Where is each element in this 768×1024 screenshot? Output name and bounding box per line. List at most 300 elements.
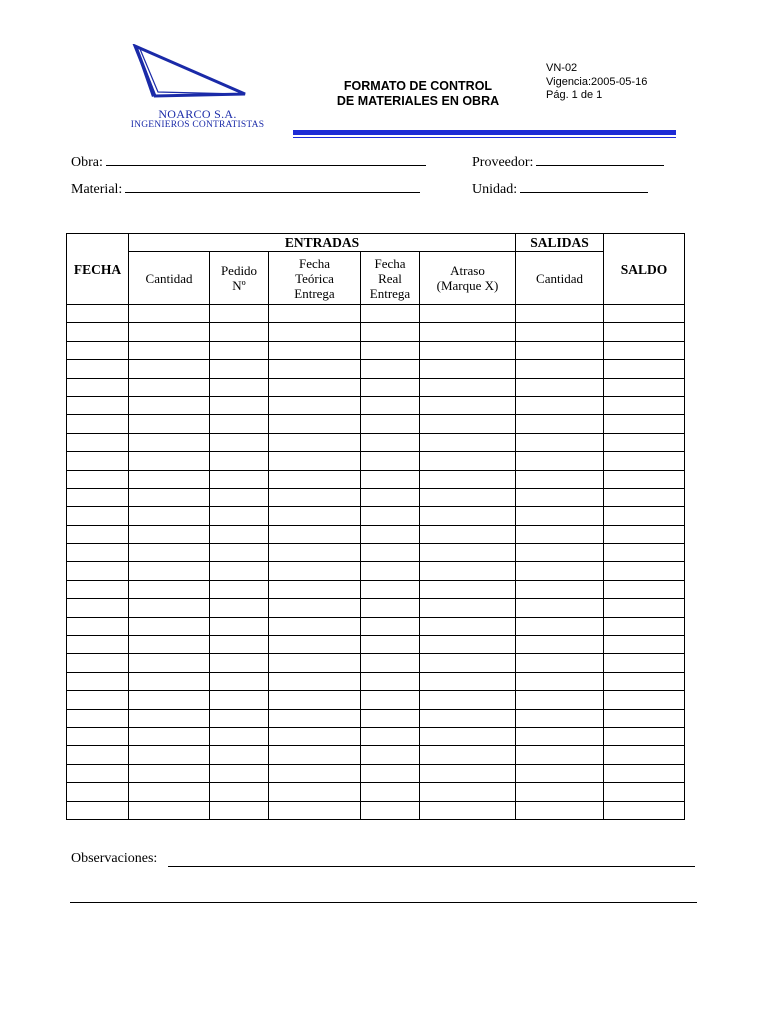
table-cell[interactable] xyxy=(516,617,604,635)
table-cell[interactable] xyxy=(516,396,604,414)
table-cell[interactable] xyxy=(129,378,210,396)
table-cell[interactable] xyxy=(67,599,129,617)
table-cell[interactable] xyxy=(210,727,269,745)
table-cell[interactable] xyxy=(269,452,361,470)
table-cell[interactable] xyxy=(210,636,269,654)
table-cell[interactable] xyxy=(210,617,269,635)
table-cell[interactable] xyxy=(67,636,129,654)
table-cell[interactable] xyxy=(67,305,129,323)
table-cell[interactable] xyxy=(361,525,420,543)
table-cell[interactable] xyxy=(269,562,361,580)
table-cell[interactable] xyxy=(129,433,210,451)
table-row xyxy=(67,580,685,598)
header-rule xyxy=(293,130,676,135)
table-cell[interactable] xyxy=(67,764,129,782)
table-cell[interactable] xyxy=(361,378,420,396)
observaciones-label: Observaciones: xyxy=(71,851,158,866)
table-row xyxy=(67,415,685,433)
table-cell[interactable] xyxy=(604,415,685,433)
obra-field xyxy=(71,152,426,171)
table-cell[interactable] xyxy=(269,341,361,359)
table-cell[interactable] xyxy=(604,764,685,782)
table-cell[interactable] xyxy=(269,580,361,598)
table-cell[interactable] xyxy=(361,544,420,562)
table-cell[interactable] xyxy=(269,801,361,819)
table-cell[interactable] xyxy=(67,433,129,451)
table-cell[interactable] xyxy=(420,562,516,580)
group-entradas: ENTRADAS xyxy=(129,234,516,252)
table-cell[interactable] xyxy=(420,396,516,414)
table-cell[interactable] xyxy=(67,691,129,709)
table-cell[interactable] xyxy=(516,709,604,727)
table-row xyxy=(67,452,685,470)
table-cell[interactable] xyxy=(269,746,361,764)
table-cell[interactable] xyxy=(361,507,420,525)
table-row xyxy=(67,562,685,580)
table-cell[interactable] xyxy=(67,525,129,543)
table-cell[interactable] xyxy=(129,341,210,359)
table-cell[interactable] xyxy=(604,801,685,819)
table-cell[interactable] xyxy=(516,691,604,709)
table-cell[interactable] xyxy=(604,341,685,359)
col-fecha-real-line3: Entrega xyxy=(369,285,411,301)
table-row xyxy=(67,507,685,525)
col-cantidad-entradas: Cantidad xyxy=(129,252,210,305)
col-fecha-teorica xyxy=(269,252,361,305)
col-fecha-real xyxy=(361,252,420,305)
table-cell[interactable] xyxy=(67,672,129,690)
table-cell[interactable] xyxy=(129,654,210,672)
table-row xyxy=(67,636,685,654)
table-cell[interactable] xyxy=(210,544,269,562)
table-row xyxy=(67,525,685,543)
table-cell[interactable] xyxy=(420,691,516,709)
col-atraso-line1: Atraso xyxy=(450,263,485,278)
proveedor-input-line[interactable] xyxy=(536,152,664,166)
title-line-2: DE MATERIALES EN OBRA xyxy=(336,94,500,108)
table-cell[interactable] xyxy=(129,507,210,525)
table-row xyxy=(67,305,685,323)
table-row xyxy=(67,691,685,709)
table-cell[interactable] xyxy=(210,654,269,672)
table-cell[interactable] xyxy=(516,746,604,764)
table-cell[interactable] xyxy=(210,323,269,341)
table-cell[interactable] xyxy=(210,488,269,506)
table-cell[interactable] xyxy=(361,617,420,635)
col-atraso-line2: (Marque X) xyxy=(436,278,499,293)
col-fecha-teorica-line2: Teórica xyxy=(295,270,334,286)
table-cell[interactable] xyxy=(516,580,604,598)
table-cell[interactable] xyxy=(604,617,685,635)
document-code: VN-02 xyxy=(546,62,578,74)
table-cell[interactable] xyxy=(67,709,129,727)
table-cell[interactable] xyxy=(361,672,420,690)
table-cell[interactable] xyxy=(129,691,210,709)
table-cell[interactable] xyxy=(129,396,210,414)
table-cell[interactable] xyxy=(67,544,129,562)
table-cell[interactable] xyxy=(67,617,129,635)
observaciones-line-1[interactable] xyxy=(168,866,695,867)
table-cell[interactable] xyxy=(420,360,516,378)
table-cell[interactable] xyxy=(67,470,129,488)
table-cell[interactable] xyxy=(361,433,420,451)
table-cell[interactable] xyxy=(269,617,361,635)
table-cell[interactable] xyxy=(516,452,604,470)
table-cell[interactable] xyxy=(129,727,210,745)
table-row xyxy=(67,396,685,414)
table-row xyxy=(67,544,685,562)
table-cell[interactable] xyxy=(269,323,361,341)
table-cell[interactable] xyxy=(516,672,604,690)
table-cell[interactable] xyxy=(361,470,420,488)
table-cell[interactable] xyxy=(210,562,269,580)
unidad-field xyxy=(472,179,648,198)
table-cell[interactable] xyxy=(420,636,516,654)
table-cell[interactable] xyxy=(361,396,420,414)
table-cell[interactable] xyxy=(420,323,516,341)
table-cell[interactable] xyxy=(67,727,129,745)
table-cell[interactable] xyxy=(67,746,129,764)
table-cell[interactable] xyxy=(516,488,604,506)
table-cell[interactable] xyxy=(420,764,516,782)
table-cell[interactable] xyxy=(129,672,210,690)
table-cell[interactable] xyxy=(420,433,516,451)
table-cell[interactable] xyxy=(604,305,685,323)
table-cell[interactable] xyxy=(269,727,361,745)
table-cell[interactable] xyxy=(210,470,269,488)
table-cell[interactable] xyxy=(361,654,420,672)
table-cell[interactable] xyxy=(269,525,361,543)
table-cell[interactable] xyxy=(420,801,516,819)
table-cell[interactable] xyxy=(67,341,129,359)
table-cell[interactable] xyxy=(516,341,604,359)
table-cell[interactable] xyxy=(129,580,210,598)
table-cell[interactable] xyxy=(269,783,361,801)
table-cell[interactable] xyxy=(420,452,516,470)
table-cell[interactable] xyxy=(210,378,269,396)
table-cell[interactable] xyxy=(210,341,269,359)
table-cell[interactable] xyxy=(67,452,129,470)
observaciones-line-2[interactable] xyxy=(70,902,697,903)
table-cell[interactable] xyxy=(420,378,516,396)
table-cell[interactable] xyxy=(361,691,420,709)
col-fecha-real-line1: Fecha xyxy=(374,255,406,271)
table-cell[interactable] xyxy=(420,727,516,745)
table-cell[interactable] xyxy=(516,360,604,378)
table-cell[interactable] xyxy=(420,488,516,506)
table-cell[interactable] xyxy=(210,580,269,598)
table-cell[interactable] xyxy=(129,525,210,543)
table-cell[interactable] xyxy=(269,654,361,672)
table-cell[interactable] xyxy=(516,727,604,745)
table-cell[interactable] xyxy=(604,378,685,396)
table-row xyxy=(67,764,685,782)
material-label: Material: xyxy=(71,182,123,197)
table-cell[interactable] xyxy=(67,801,129,819)
table-cell[interactable] xyxy=(67,323,129,341)
document-vigencia: Vigencia:2005-05-16 xyxy=(546,75,648,88)
table-cell[interactable] xyxy=(604,360,685,378)
table-body xyxy=(67,305,685,820)
table-cell[interactable] xyxy=(210,525,269,543)
table-cell[interactable] xyxy=(129,360,210,378)
col-saldo: SALDO xyxy=(604,234,685,305)
table-cell[interactable] xyxy=(420,305,516,323)
table-cell[interactable] xyxy=(67,488,129,506)
table-cell[interactable] xyxy=(420,709,516,727)
table-cell[interactable] xyxy=(604,783,685,801)
table-cell[interactable] xyxy=(604,525,685,543)
table-cell[interactable] xyxy=(516,562,604,580)
table-cell[interactable] xyxy=(361,305,420,323)
document-page: Pág. 1 de 1 xyxy=(546,89,603,101)
table-cell[interactable] xyxy=(269,709,361,727)
table-cell[interactable] xyxy=(67,507,129,525)
table-row xyxy=(67,709,685,727)
table-cell[interactable] xyxy=(269,544,361,562)
table-cell[interactable] xyxy=(269,599,361,617)
table-cell[interactable] xyxy=(67,562,129,580)
table-cell[interactable] xyxy=(269,433,361,451)
table-cell[interactable] xyxy=(516,470,604,488)
table-cell[interactable] xyxy=(516,525,604,543)
proveedor-field xyxy=(472,152,664,171)
table-cell[interactable] xyxy=(269,305,361,323)
col-atraso xyxy=(420,252,516,305)
table-cell[interactable] xyxy=(361,341,420,359)
col-pedido-line2: Nº xyxy=(232,278,246,293)
table-cell[interactable] xyxy=(604,636,685,654)
table-cell[interactable] xyxy=(361,801,420,819)
obra-label: Obra: xyxy=(71,155,103,170)
table-cell[interactable] xyxy=(210,599,269,617)
material-input-line[interactable] xyxy=(125,179,420,193)
table-cell[interactable] xyxy=(420,525,516,543)
table-cell[interactable] xyxy=(210,507,269,525)
table-cell[interactable] xyxy=(516,507,604,525)
table-cell[interactable] xyxy=(269,378,361,396)
table-row xyxy=(67,617,685,635)
table-row xyxy=(67,323,685,341)
table-cell[interactable] xyxy=(420,470,516,488)
company-tagline: INGENIEROS CONTRATISTAS xyxy=(130,119,265,130)
table-cell[interactable] xyxy=(67,396,129,414)
table-cell[interactable] xyxy=(269,507,361,525)
table-cell[interactable] xyxy=(67,783,129,801)
table-cell[interactable] xyxy=(67,654,129,672)
title-line-1: FORMATO DE CONTROL xyxy=(343,79,493,93)
table-cell[interactable] xyxy=(420,617,516,635)
table-cell[interactable] xyxy=(361,415,420,433)
col-fecha-real-line2: Real xyxy=(378,270,402,286)
table-cell[interactable] xyxy=(269,488,361,506)
table-cell[interactable] xyxy=(210,305,269,323)
table-cell[interactable] xyxy=(129,636,210,654)
col-pedido xyxy=(210,252,269,305)
header-rule-thin xyxy=(293,137,676,138)
table-cell[interactable] xyxy=(604,396,685,414)
table-cell[interactable] xyxy=(604,672,685,690)
table-cell[interactable] xyxy=(516,764,604,782)
table-cell[interactable] xyxy=(129,562,210,580)
obra-input-line[interactable] xyxy=(106,152,426,166)
table-cell[interactable] xyxy=(269,360,361,378)
unidad-input-line[interactable] xyxy=(520,179,648,193)
table-cell[interactable] xyxy=(210,396,269,414)
table-cell[interactable] xyxy=(129,488,210,506)
table-cell[interactable] xyxy=(129,617,210,635)
table-row xyxy=(67,488,685,506)
table-row xyxy=(67,433,685,451)
table-cell[interactable] xyxy=(210,801,269,819)
col-fecha-teorica-line3: Entrega xyxy=(294,285,335,301)
table-cell[interactable] xyxy=(361,636,420,654)
table-row xyxy=(67,727,685,745)
table-cell[interactable] xyxy=(361,709,420,727)
table-cell[interactable] xyxy=(361,562,420,580)
company-name-block xyxy=(110,108,285,131)
table-cell[interactable] xyxy=(516,801,604,819)
table-cell[interactable] xyxy=(129,470,210,488)
table-cell[interactable] xyxy=(604,580,685,598)
table-cell[interactable] xyxy=(67,415,129,433)
table-cell[interactable] xyxy=(67,378,129,396)
table-cell[interactable] xyxy=(516,305,604,323)
table-cell[interactable] xyxy=(420,783,516,801)
table-cell[interactable] xyxy=(361,783,420,801)
table-cell[interactable] xyxy=(129,709,210,727)
table-cell[interactable] xyxy=(129,452,210,470)
table-cell[interactable] xyxy=(210,433,269,451)
table-cell[interactable] xyxy=(67,580,129,598)
table-cell[interactable] xyxy=(269,415,361,433)
table-cell[interactable] xyxy=(604,746,685,764)
table-cell[interactable] xyxy=(604,654,685,672)
table-cell[interactable] xyxy=(129,764,210,782)
table-cell[interactable] xyxy=(210,415,269,433)
table-cell[interactable] xyxy=(516,415,604,433)
table-row xyxy=(67,746,685,764)
table-cell[interactable] xyxy=(516,323,604,341)
table-row xyxy=(67,783,685,801)
table-cell[interactable] xyxy=(210,709,269,727)
table-cell[interactable] xyxy=(210,764,269,782)
table-cell[interactable] xyxy=(361,764,420,782)
table-cell[interactable] xyxy=(269,470,361,488)
table-cell[interactable] xyxy=(129,415,210,433)
table-cell[interactable] xyxy=(210,452,269,470)
table-cell[interactable] xyxy=(604,709,685,727)
table-cell[interactable] xyxy=(129,783,210,801)
table-cell[interactable] xyxy=(420,599,516,617)
table-cell[interactable] xyxy=(516,544,604,562)
table-row xyxy=(67,378,685,396)
table-cell[interactable] xyxy=(516,433,604,451)
table-cell[interactable] xyxy=(420,507,516,525)
table-cell[interactable] xyxy=(604,691,685,709)
table-cell[interactable] xyxy=(516,636,604,654)
col-fecha: FECHA xyxy=(67,234,129,305)
table-row xyxy=(67,801,685,819)
group-salidas: SALIDAS xyxy=(516,234,604,252)
table-cell[interactable] xyxy=(361,488,420,506)
proveedor-label: Proveedor: xyxy=(472,155,534,170)
table-cell[interactable] xyxy=(269,672,361,690)
table-cell[interactable] xyxy=(129,305,210,323)
table-cell[interactable] xyxy=(420,580,516,598)
table-cell[interactable] xyxy=(604,599,685,617)
table-cell[interactable] xyxy=(516,599,604,617)
table-cell[interactable] xyxy=(210,360,269,378)
material-field xyxy=(71,179,420,198)
table-cell[interactable] xyxy=(210,672,269,690)
table-cell[interactable] xyxy=(129,599,210,617)
table-cell[interactable] xyxy=(129,746,210,764)
table-cell[interactable] xyxy=(361,746,420,764)
table-cell[interactable] xyxy=(420,654,516,672)
table-row xyxy=(67,341,685,359)
table-cell[interactable] xyxy=(269,396,361,414)
table-cell[interactable] xyxy=(604,544,685,562)
table-cell[interactable] xyxy=(210,746,269,764)
table-cell[interactable] xyxy=(604,507,685,525)
table-cell[interactable] xyxy=(269,764,361,782)
table-cell[interactable] xyxy=(420,672,516,690)
document-title xyxy=(318,79,518,109)
table-cell[interactable] xyxy=(269,691,361,709)
table-cell[interactable] xyxy=(361,323,420,341)
table-cell[interactable] xyxy=(420,746,516,764)
table-cell[interactable] xyxy=(604,470,685,488)
table-cell[interactable] xyxy=(604,452,685,470)
table-cell[interactable] xyxy=(361,360,420,378)
table-cell[interactable] xyxy=(129,801,210,819)
col-pedido-line1: Pedido xyxy=(220,263,258,278)
document-meta xyxy=(546,62,647,103)
table-cell[interactable] xyxy=(420,341,516,359)
table-cell[interactable] xyxy=(604,488,685,506)
table-cell[interactable] xyxy=(604,433,685,451)
table-cell[interactable] xyxy=(516,654,604,672)
table-cell[interactable] xyxy=(604,323,685,341)
table-cell[interactable] xyxy=(210,783,269,801)
table-row xyxy=(67,654,685,672)
company-name: NOARCO S.A. xyxy=(158,107,237,121)
table-cell[interactable] xyxy=(516,783,604,801)
table-cell[interactable] xyxy=(269,636,361,654)
table-cell[interactable] xyxy=(361,727,420,745)
table-cell[interactable] xyxy=(129,544,210,562)
table-row xyxy=(67,599,685,617)
table-row xyxy=(67,360,685,378)
table-cell[interactable] xyxy=(361,599,420,617)
table-cell[interactable] xyxy=(361,452,420,470)
table-cell[interactable] xyxy=(604,562,685,580)
table-cell[interactable] xyxy=(67,360,129,378)
table-cell[interactable] xyxy=(129,323,210,341)
table-cell[interactable] xyxy=(361,580,420,598)
table-cell[interactable] xyxy=(210,691,269,709)
table-cell[interactable] xyxy=(420,415,516,433)
col-cantidad-salidas: Cantidad xyxy=(516,252,604,305)
table-cell[interactable] xyxy=(604,727,685,745)
col-fecha-teorica-line1: Fecha xyxy=(298,255,331,271)
table-cell[interactable] xyxy=(420,544,516,562)
table-cell[interactable] xyxy=(516,378,604,396)
unidad-label: Unidad: xyxy=(472,182,518,197)
noarco-logo-icon xyxy=(130,44,250,102)
table-row xyxy=(67,672,685,690)
